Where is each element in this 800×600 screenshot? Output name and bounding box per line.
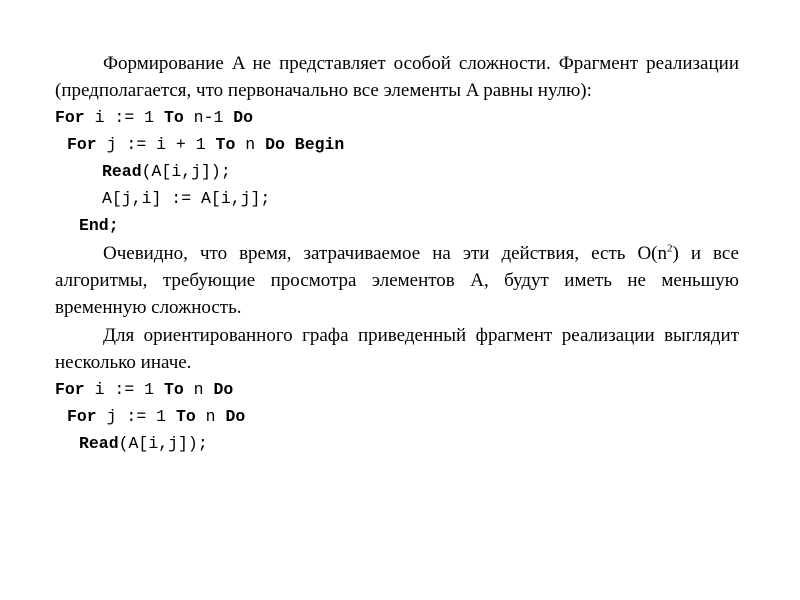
keyword-end: End; [79,216,119,235]
code-line-assign [102,185,270,212]
code-text: (A[i,j]); [141,162,231,181]
code-text [285,135,295,154]
code-text: n [235,135,266,154]
keyword-for: For [55,380,85,399]
code-text: (A[i,j]); [118,434,208,453]
keyword-do: Do [233,108,254,127]
code-text: n [183,380,214,399]
keyword-do: Do [225,407,246,426]
keyword-do: Do [265,135,285,154]
code-text: j := 1 [96,407,176,426]
code-text: n [195,407,226,426]
complexity-text-end: ) и все алгоритмы, требующие просмотра элементов A, будут иметь не меньшую временную сложность. [55,243,739,318]
keyword-for: For [67,407,97,426]
code-text: A[j,i] := A[i,j]; [102,189,271,208]
keyword-begin: Begin [294,135,345,154]
code2-line-read [79,430,208,457]
code-text: i := 1 [84,108,164,127]
paragraph-complexity [55,240,739,321]
code2-line-outer-loop [55,376,233,403]
paragraph-complexity-text [55,240,739,321]
keyword-for: For [55,108,85,127]
code-text: j := i + 1 [96,135,216,154]
code-line-inner-loop [67,131,344,158]
paragraph-directed-graph-text: Для ориентированного графа приведенный фрагмент реализации выглядит несколько иначе. [55,325,739,373]
exponent: 2 [667,242,673,255]
keyword-to: To [163,380,184,399]
keyword-for: For [67,135,97,154]
code-text: i := 1 [84,380,164,399]
code-line-read [102,158,231,185]
keyword-to: To [163,108,184,127]
paragraph-intro-text: Формирование A не представляет особой сложности. Фрагмент реализации (предполагается, что первоначально все элементы A равны нулю): [55,53,739,101]
code-line-outer-loop [55,104,253,131]
keyword-read: Read [102,162,142,181]
code-line-end [79,212,119,239]
keyword-do: Do [213,380,234,399]
paragraph-directed-graph [55,322,739,376]
code-text: n-1 [183,108,234,127]
keyword-read: Read [79,434,119,453]
keyword-to: To [175,407,196,426]
keyword-to: To [215,135,236,154]
code2-line-inner-loop [67,403,245,430]
complexity-text-start: Очевидно, что время, затрачиваемое на эти действия, есть O(n [103,243,667,264]
paragraph-intro [55,50,739,104]
